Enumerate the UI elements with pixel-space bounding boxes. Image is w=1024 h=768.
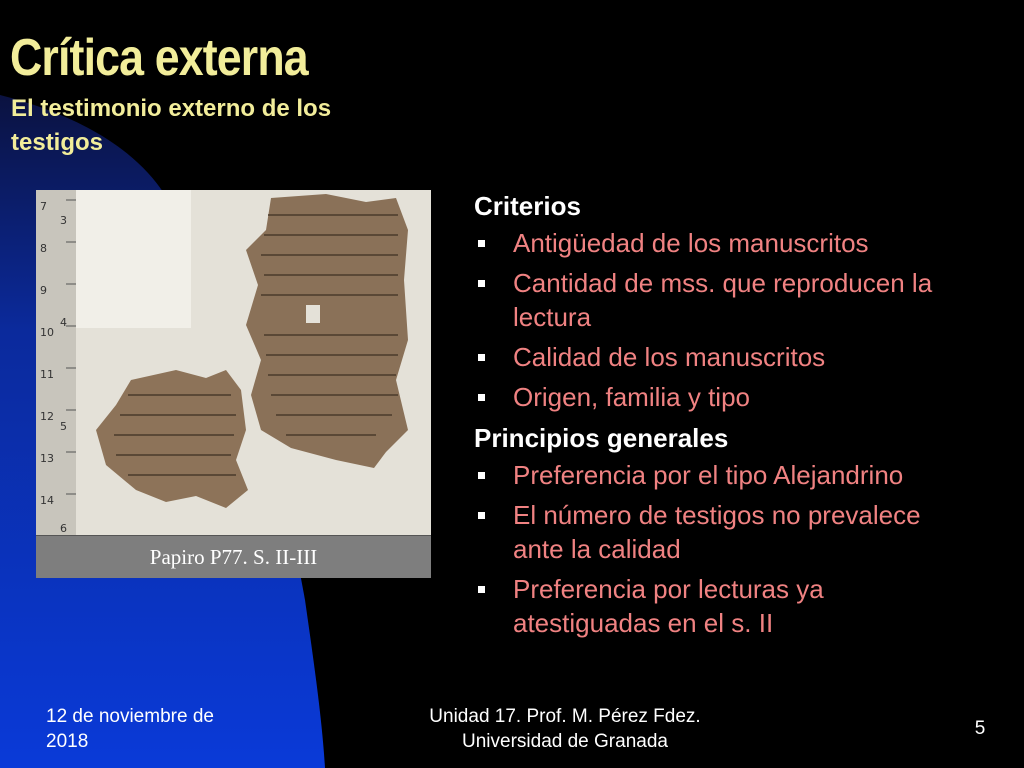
list-item-text: Preferencia por el tipo Alejandrino — [513, 460, 904, 490]
ruler-number: 11 — [40, 368, 54, 381]
criterios-list — [474, 226, 974, 414]
footer-university-line: Universidad de Granada — [462, 731, 668, 752]
list-item — [474, 380, 974, 414]
ruler-number: 5 — [60, 420, 67, 433]
list-item-text: El número de testigos no prevalece ante la calidad — [513, 500, 921, 564]
section-heading-criterios: Criterios — [474, 191, 581, 221]
papyrus-figure — [36, 190, 431, 578]
list-item-text: Calidad de los manuscritos — [513, 342, 826, 372]
ruler-number: 14 — [40, 494, 54, 507]
list-item — [474, 572, 974, 640]
content-area — [474, 188, 974, 646]
footer-course-line: Unidad 17. Prof. M. Pérez Fdez. — [429, 706, 701, 727]
slide-subtitle: El testimonio externo de los testigos — [11, 95, 332, 156]
ruler-number: 13 — [40, 452, 54, 465]
ruler-number: 3 — [60, 214, 67, 227]
ruler-number: 10 — [40, 326, 54, 339]
footer-date: 12 de noviembre de 2018 — [46, 706, 214, 752]
list-item — [474, 340, 974, 374]
ruler-number: 4 — [60, 316, 67, 329]
square-bullet-icon — [478, 586, 485, 593]
papyrus-image — [36, 190, 431, 536]
list-item — [474, 458, 974, 492]
ruler-number: 7 — [40, 200, 47, 213]
square-bullet-icon — [478, 394, 485, 401]
ruler-number: 8 — [40, 242, 47, 255]
section-heading-principios: Principios generales — [474, 423, 729, 453]
footer-course-info — [410, 704, 720, 754]
caption-bar — [36, 535, 431, 578]
square-bullet-icon — [478, 280, 485, 287]
principios-list — [474, 458, 974, 640]
list-item-text: Antigüedad de los manuscritos — [513, 228, 869, 258]
slide-title: Crítica externa — [10, 29, 308, 87]
square-bullet-icon — [478, 472, 485, 479]
square-bullet-icon — [478, 240, 485, 247]
list-item-text: Origen, familia y tipo — [513, 382, 750, 412]
ruler-number: 12 — [40, 410, 54, 423]
list-item-text: Cantidad de mss. que reproducen la lectura — [513, 268, 933, 332]
list-item — [474, 266, 974, 334]
square-bullet-icon — [478, 512, 485, 519]
ruler-number: 9 — [40, 284, 47, 297]
figure-caption: Papiro P77. S. II-III — [149, 544, 318, 569]
list-item — [474, 498, 974, 566]
list-item-text: Preferencia por lecturas ya atestiguadas en el s. II — [513, 574, 824, 638]
slide-number: 5 — [974, 718, 986, 739]
list-item — [474, 226, 974, 260]
square-bullet-icon — [478, 354, 485, 361]
ruler-number: 6 — [60, 522, 67, 535]
